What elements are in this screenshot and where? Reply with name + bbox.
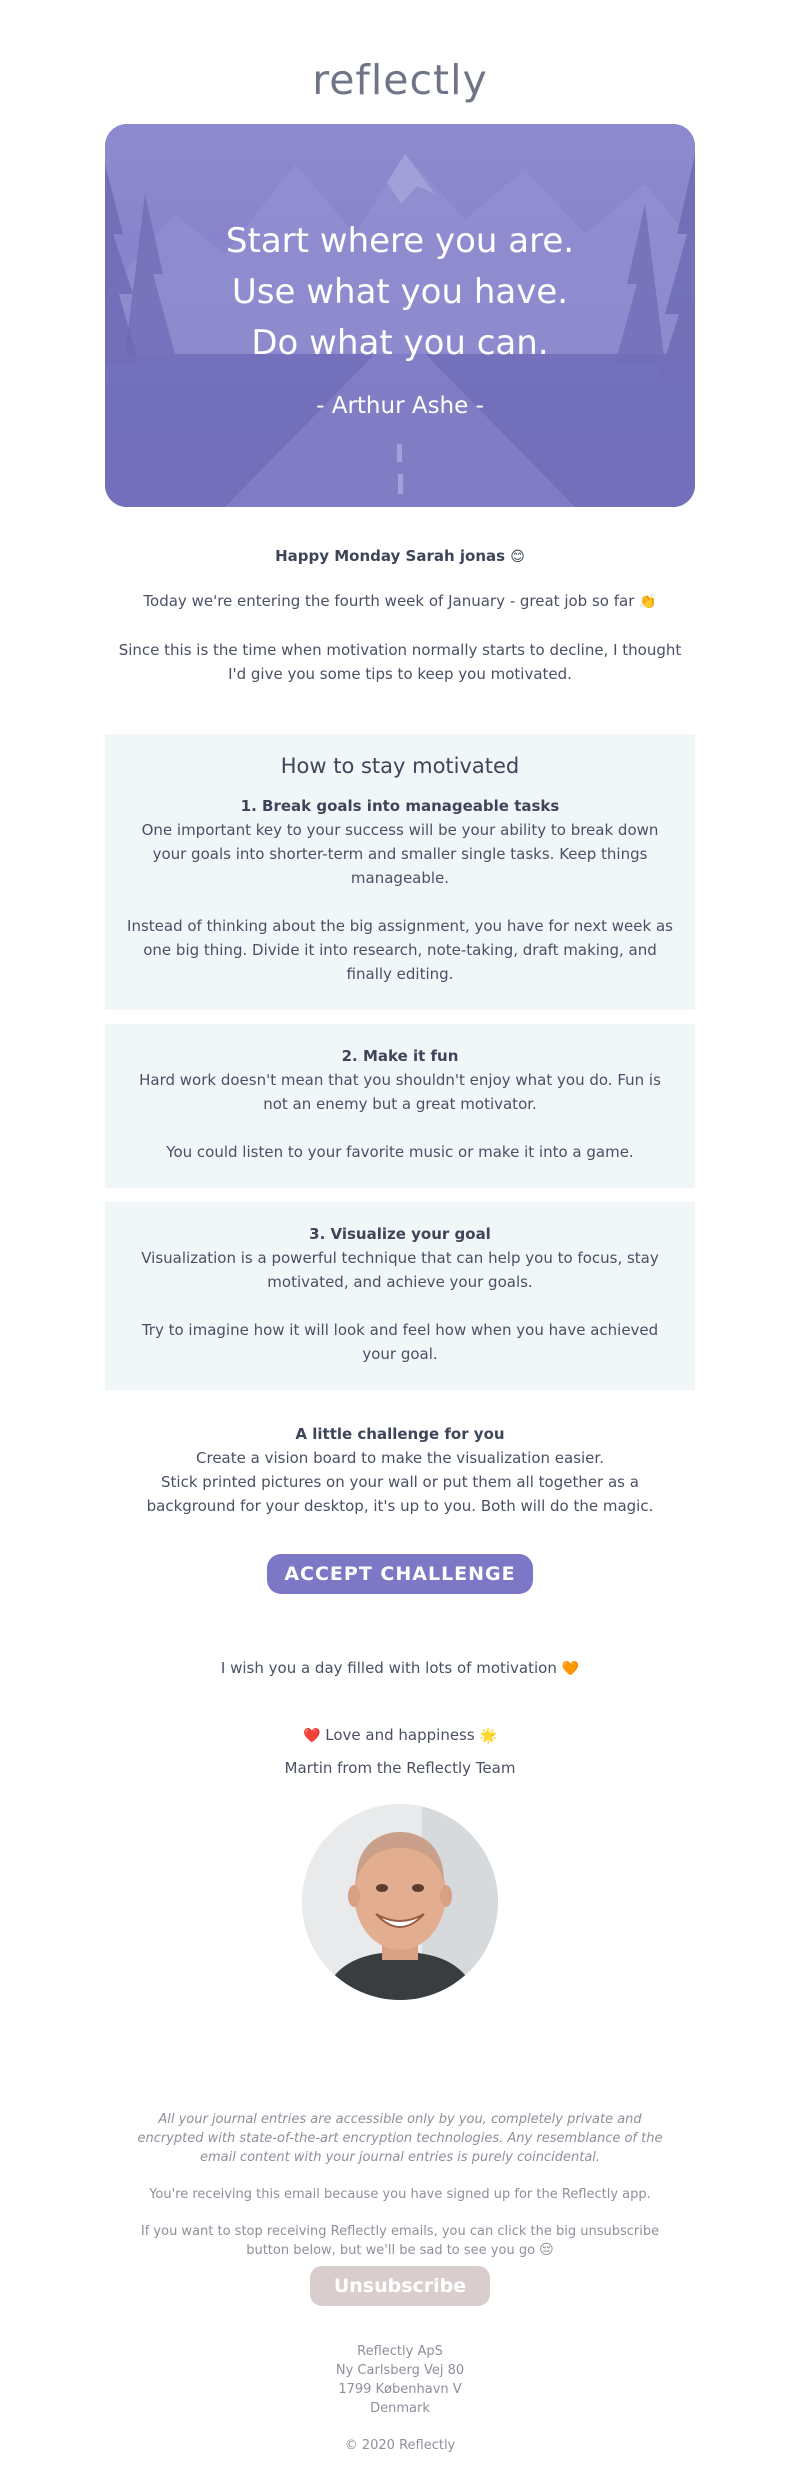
avatar [302,1804,498,2000]
reflectly-logo: reflectly [312,56,488,104]
quote-line: Do what you can. [251,323,549,363]
address-line: Denmark [370,2401,430,2416]
love-text: Love and happiness [325,1726,475,1744]
tips-title: How to stay motivated [280,754,520,778]
tip-card-1 [105,734,695,1010]
tip-card-3 [105,1202,695,1390]
intro-line-1 [105,589,695,614]
tip-heading: 2. Make it fun [341,1047,459,1065]
wish-line [105,1656,695,1681]
greeting-text: Happy Monday Sarah jonas [275,547,506,565]
smile-icon: 😊 [510,549,525,565]
tip-card-2 [105,1024,695,1188]
copyright: © 2020 Reflectly [344,2438,456,2453]
avatar-portrait-icon [302,1804,498,2000]
tip-text: Try to imagine how it will look and feel how when you have achieved your goal. [141,1321,659,1363]
greeting [105,547,695,565]
clap-icon: 👏 [639,594,657,610]
closing-section [105,1656,695,2000]
unsubscribe-text: If you want to stop receiving Reflectly emails, you can click the big unsubscribe button below, but we'll be sad to see you go [140,2224,660,2258]
signup-reason: You're receiving this email because you have signed up for the Reflectly app. [149,2187,651,2202]
address-line: Ny Carlsberg Vej 80 [335,2363,465,2378]
company-address [135,2342,665,2418]
star-icon: 🌟 [479,1728,497,1744]
challenge-heading: A little challenge for you [295,1425,505,1443]
quote-author: - Arthur Ashe - [316,393,484,419]
hero-quote [105,216,695,369]
love-line [105,1723,695,1748]
orange-heart-icon: 🧡 [561,1661,580,1677]
signature: Martin from the Reflectly Team [284,1759,516,1777]
intro-line-2: Since this is the time when motivation normally starts to decline, I thought I'd give you some tips to keep you motivated. [118,641,682,683]
quote-line: Start where you are. [225,221,575,261]
challenge-section [105,1422,695,1594]
unsubscribe-button[interactable]: Unsubscribe [310,2266,490,2306]
unsubscribe-notice [135,2222,665,2260]
address-line: Reflectly ApS [357,2344,443,2359]
privacy-notice: All your journal entries are accessible only by you, completely private and encrypted with state-of-the-art encryption technologies. Any resemblance of the email content with your journal entries is purely coincidental. [137,2112,663,2165]
tip-text: Hard work doesn't mean that you shouldn't enjoy what you do. Fun is not an enemy but a great motivator. [139,1071,661,1113]
intro-line-1-text: Today we're entering the fourth week of January - great job so far [143,592,635,610]
tip-text: One important key to your success will be your ability to break down your goals into shorter-term and smaller single tasks. Keep things manageable. [141,821,659,887]
address-line: 1799 København V [338,2382,462,2397]
email-container [105,0,695,2455]
red-heart-icon: ❤️ [303,1728,321,1744]
tip-heading: 3. Visualize your goal [309,1225,491,1243]
challenge-line-2: Stick printed pictures on your wall or put them all together as a background for your desktop, it's up to you. Both will do the magic. [146,1473,654,1515]
wish-text: I wish you a day filled with lots of motivation [220,1659,557,1677]
hero-quote-banner [105,124,695,507]
email-footer [105,2110,695,2455]
sad-face-icon: 😔 [539,2242,554,2258]
tip-heading: 1. Break goals into manageable tasks [240,797,560,815]
tip-text: You could listen to your favorite music or make it into a game. [166,1143,634,1161]
challenge-line-1: Create a vision board to make the visualization easier. [196,1449,604,1467]
quote-line: Use what you have. [231,272,569,312]
tip-text: Instead of thinking about the big assignment, you have for next week as one big thing. Divide it into research, note-taking, draft making, and finally editing. [127,917,673,983]
accept-challenge-button[interactable]: ACCEPT CHALLENGE [267,1554,533,1594]
intro-section [105,547,695,686]
tip-text: Visualization is a powerful technique that can help you to focus, stay motivated, and achieve your goals. [141,1249,659,1291]
